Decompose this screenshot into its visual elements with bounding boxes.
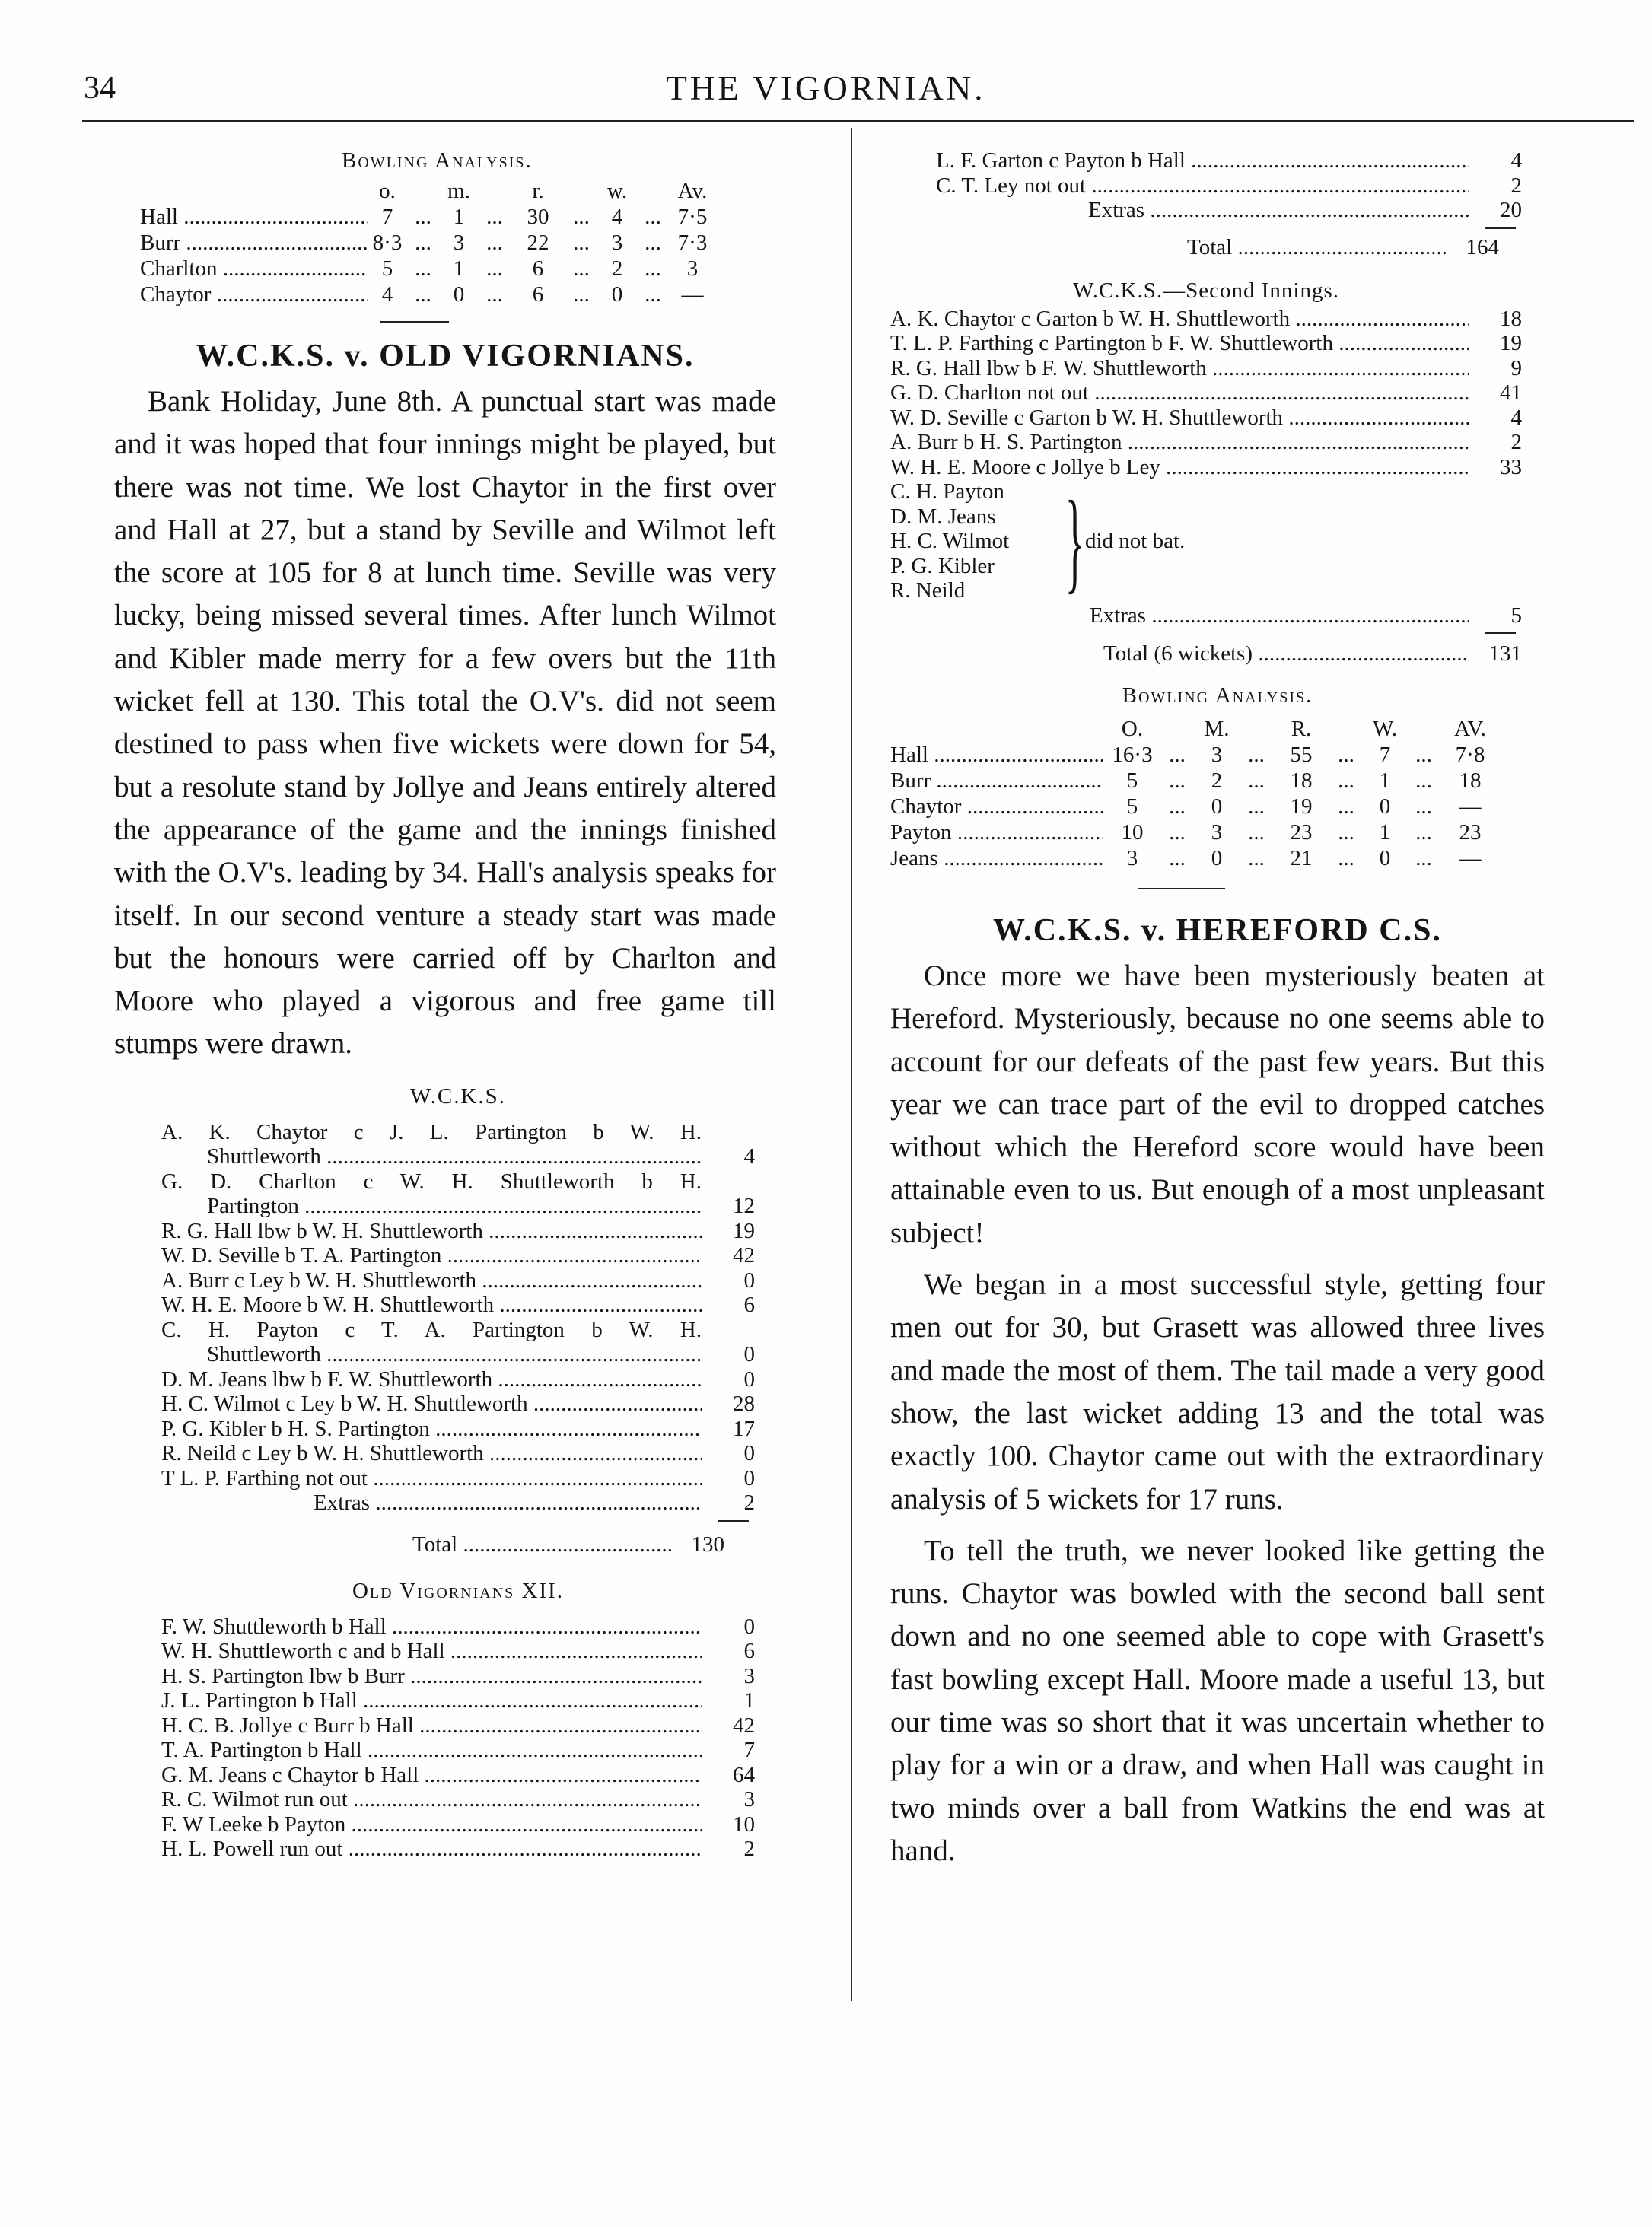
right-column (890, 148, 1545, 1872)
bowling-header-r: R. (1291, 717, 1312, 741)
bowler-name: Chaytor ..... (140, 282, 368, 307)
extras-value: 5 (1510, 603, 1522, 628)
batsman-score: 42 (733, 1713, 755, 1738)
old-vigornians-innings-cont (890, 148, 1522, 260)
ov-batting-list-part1 (161, 1615, 755, 1862)
batsman-entry (890, 406, 1522, 431)
leader-dots: ... (415, 282, 431, 307)
batsman-dismissal: C. T. Ley not out ..... (936, 173, 1469, 199)
batsman-dismissal: W. H. E. Moore c Jollye b Ley ..... (890, 455, 1469, 480)
old-vigornians-innings (114, 1579, 755, 1862)
batsman-entry (890, 307, 1522, 332)
batsman-entry (161, 1763, 755, 1788)
section-divider (380, 321, 449, 323)
extras-label: Extras ..... (936, 198, 1469, 223)
bowling-header-spacer (140, 178, 368, 204)
bowling-analysis-1-title: Bowling Analysis. (342, 148, 533, 173)
batsman-entry (161, 1738, 755, 1763)
bowler-r: 19 (1290, 794, 1313, 819)
batsman-score: 2 (743, 1837, 755, 1862)
bowler-w: 0 (1379, 846, 1391, 870)
bowler-w: 7 (1379, 743, 1391, 767)
leader-dots: ... (486, 282, 503, 307)
leader-dots: ... (645, 282, 661, 307)
batsman-entry (161, 1268, 755, 1293)
leader-dots: ... (1169, 794, 1186, 819)
batsman-dismissal: T. L. P. Farthing c Partington b F. W. Shuttleworth ..... (890, 331, 1469, 356)
batsman-score: 4 (1510, 405, 1522, 430)
bowler-o: 16·3 (1112, 743, 1153, 767)
batsman-score: 18 (1500, 306, 1522, 331)
batsman-score: 0 (743, 1441, 755, 1466)
ov-batting-list-part2 (936, 148, 1522, 198)
bowling-analysis-1 (114, 148, 718, 307)
second-innings-batting-list (890, 307, 1522, 480)
batsman-entry (161, 1243, 755, 1268)
bowler-r: 55 (1290, 743, 1313, 767)
bowler-w: 2 (611, 256, 623, 281)
bowling-header-spacer (1330, 716, 1362, 742)
bowler-name: Chaytor ..... (890, 794, 1103, 819)
bowler-av: 3 (686, 256, 699, 281)
wcks-batting-list (161, 1120, 755, 1491)
batsman-entry-line2 (161, 1342, 755, 1367)
ov-innings-title: Old Vigornians XII. (352, 1578, 565, 1603)
leader-dots: ... (1415, 794, 1432, 819)
leader-dots: ... (1169, 820, 1186, 845)
match-heading-old-vigornians: W.C.K.S. v. OLD VIGORNIANS. (196, 339, 695, 374)
batsman-entry-line2 (161, 1194, 755, 1219)
total-value: 130 (691, 1532, 724, 1557)
bowler-r: 22 (527, 231, 549, 255)
bowler-av: 23 (1459, 820, 1482, 845)
batsman-dismissal: W. D. Seville b T. A. Partington ..... (161, 1243, 702, 1268)
total-rule (1485, 227, 1516, 229)
batsman-dismissal: W. H. Shuttleworth c and b Hall ..... (161, 1639, 702, 1664)
total-value: 164 (1466, 234, 1499, 259)
batsman-entry-line1: C. H. Payton c T. A. Partington b W. H. (161, 1317, 702, 1342)
did-not-bat-names (890, 479, 1058, 603)
batsman-dismissal: P. G. Kibler b H. S. Partington ..... (161, 1417, 702, 1442)
batsman-entry (161, 1639, 755, 1664)
leader-dots: ... (1248, 846, 1265, 870)
batsman-entry (890, 331, 1522, 356)
wcks-second-innings (890, 278, 1522, 667)
leader-dots: ... (1415, 820, 1432, 845)
batsman-entry (161, 1441, 755, 1466)
batsman-entry (161, 1293, 755, 1318)
bowling-header-r: r. (532, 179, 544, 203)
batsman-score: 7 (743, 1738, 755, 1763)
leader-dots: ... (1169, 768, 1186, 793)
leader-dots: ... (645, 205, 661, 229)
batsman-score: 0 (743, 1342, 755, 1367)
batsman-entry (890, 356, 1522, 381)
total-label: Total (6 wickets) ..... (1103, 641, 1469, 667)
leader-dots: ... (1169, 743, 1186, 767)
batsman-score: 9 (1510, 355, 1522, 380)
bowler-name: Burr ..... (890, 768, 1103, 794)
hereford-paragraph: We began in a most successful style, getting four men out for 30, but Grasett was allowed three lives and made the most of them. The tail made a very good show, the last wicket adding 13 and the total was exactly 100. Chaytor came out with the extraordinary analysis of 5 wickets for 17 runs. (890, 1268, 1545, 1516)
bowler-w: 0 (1379, 794, 1391, 819)
hereford-paragraph: Once more we have been mysteriously beaten at Hereford. Mysteriously, because no one seems able to account for our defeats of the past few years. But this year we can trace part of the evil to dropped catches without which the Hereford score would have been attainable even to us. But enough of a most unpleasant subject! (890, 959, 1545, 1249)
match-report-old-vigornians: Bank Holiday, June 8th. A punctual start was made and it was hoped that four innings might be played, but there was not time. We lost Chaytor in the first over and Hall at 27, but a stand by Seville and Wilmot left the score at 105 for 8 at lunch time. Seville was very lucky, being missed several times. After lunch Wilmot and Kibler made merry for a few overs but the 11th wicket fell at 130. This total the O.V's. did not seem destined to pass when five wickets were down for 54, but a resolute stand by Jollye and Jeans entirely altered the appearance of the game and the innings finished with the O.V's. leading by 34. Hall's analysis speaks for itself. In our second venture a steady start was made but the honours were carried off by Charlton and Moore who played a vigorous and free game till stumps were drawn. (114, 385, 776, 1061)
did-not-bat-label: did not bat. (1085, 529, 1186, 553)
leader-dots: ... (645, 231, 661, 255)
bowler-m: 3 (453, 231, 465, 255)
batsman-dismissal: F. W. Shuttleworth b Hall ..... (161, 1615, 702, 1640)
batsman-entry (890, 430, 1522, 455)
batsman-entry (161, 1688, 755, 1713)
leader-dots: ... (1248, 794, 1265, 819)
batsman-score: 64 (733, 1762, 755, 1787)
leader-dots: ... (1415, 768, 1432, 793)
bowler-name: Jeans ..... (890, 845, 1103, 871)
batsman-dismissal: A. Burr b H. S. Partington ..... (890, 430, 1469, 455)
bowler-w: 3 (611, 231, 623, 255)
leader-dots: ... (1248, 743, 1265, 767)
batsman-entry (161, 1466, 755, 1491)
bowling-header-o: O. (1121, 717, 1144, 741)
batsman-entry (936, 173, 1522, 199)
leader-dots: ... (1338, 743, 1354, 767)
batsman-entry (161, 1392, 755, 1417)
batsman-dismissal: W. D. Seville c Garton b W. H. Shuttleworth ..... (890, 406, 1469, 431)
wcks-total-row (161, 1532, 755, 1557)
left-column (114, 148, 776, 1862)
hereford-paragraph: To tell the truth, we never looked like getting the runs. Chaytor was bowled with the second ball sent down and no one seemed able to cope with Grasett's fast bowling except Hall. Moore made a useful 13, but our time was so short that it was uncertain whether to play for a win or a draw, and when Hall was caught in two minds over a ball from Watkins the end was at hand. (890, 1534, 1545, 1867)
batsman-score: 6 (743, 1293, 755, 1318)
batsman-score: 0 (743, 1465, 755, 1490)
bowler-av: — (681, 282, 704, 307)
batsman-score: 0 (743, 1268, 755, 1293)
bowler-o: 3 (1126, 846, 1138, 870)
batsman-entry-continued: Shuttleworth ..... (161, 1144, 702, 1169)
bowler-m: 1 (453, 256, 465, 281)
bowler-name: Burr ..... (140, 230, 368, 256)
batsman-score: 0 (743, 1366, 755, 1392)
batsman-entry (161, 1713, 755, 1739)
total-label: Total ..... (1187, 235, 1446, 260)
leader-dots: ... (415, 231, 431, 255)
batsman-entry-line1: A. K. Chaytor c J. L. Partington b W. H. (161, 1119, 702, 1144)
batsman-score: 2 (1510, 430, 1522, 454)
second-extras-row (890, 603, 1522, 628)
batsman-dismissal: R. G. Hall lbw b W. H. Shuttleworth ..... (161, 1219, 702, 1244)
batsman-dismissal: G. M. Jeans c Chaytor b Hall ..... (161, 1763, 702, 1788)
leader-dots: ... (573, 282, 590, 307)
batsman-score: 10 (733, 1812, 755, 1837)
batsman-score: 3 (743, 1787, 755, 1812)
wcks-innings-title: W.C.K.S. (409, 1083, 507, 1109)
batsman-dismissal: D. M. Jeans lbw b F. W. Shuttleworth ..... (161, 1367, 702, 1392)
batsman-score: 19 (1500, 331, 1522, 355)
bowler-name: Payton ..... (890, 819, 1103, 845)
batsman-dismissal: R. Neild c Ley b W. H. Shuttleworth ..... (161, 1441, 702, 1466)
total-rule (718, 1520, 749, 1522)
page-number: 34 (84, 71, 116, 106)
bowler-m: 3 (1211, 743, 1223, 767)
leader-dots: ... (1338, 820, 1354, 845)
second-innings-title: W.C.K.S.—Second Innings. (1073, 278, 1339, 303)
bowler-av: — (1459, 794, 1482, 819)
total-rule (1485, 632, 1516, 634)
leader-dots: ... (573, 256, 590, 281)
bowler-r: 6 (532, 256, 544, 281)
bowler-av: 7·8 (1455, 743, 1485, 767)
batsman-entry (161, 1367, 755, 1392)
batsman-dismissal: A. K. Chaytor c Garton b W. H. Shuttleworth ..... (890, 307, 1469, 332)
header-rule (82, 120, 1634, 122)
did-not-bat-name: D. M. Jeans (890, 504, 996, 529)
bowler-m: 1 (453, 205, 465, 229)
batsman-dismissal: T. A. Partington b Hall ..... (161, 1738, 702, 1763)
leader-dots: ... (486, 231, 503, 255)
bowling-analysis-2 (890, 683, 1545, 871)
batsman-score: 42 (733, 1243, 755, 1268)
batsman-entry (161, 1837, 755, 1862)
bowler-av: 18 (1459, 768, 1482, 793)
bowler-name: Hall ..... (890, 742, 1103, 768)
batsman-entry-continued: Shuttleworth ..... (161, 1342, 702, 1367)
match-heading-hereford: W.C.K.S. v. HEREFORD C.S. (993, 913, 1442, 948)
bowling-header-spacer (890, 716, 1103, 742)
leader-dots: ... (486, 256, 503, 281)
bowler-w: 0 (611, 282, 623, 307)
bowler-r: 18 (1290, 768, 1313, 793)
batsman-entry-continued: Partington ..... (161, 1194, 702, 1219)
batsman-dismissal: A. Burr c Ley b W. H. Shuttleworth ..... (161, 1268, 702, 1293)
batsman-entry (161, 1664, 755, 1689)
total-value: 131 (1488, 641, 1522, 666)
did-not-bat-name: C. H. Payton (890, 479, 1004, 504)
batsman-score: 3 (743, 1663, 755, 1688)
batsman-entry (936, 148, 1522, 173)
batsman-dismissal: R. C. Wilmot run out ..... (161, 1787, 702, 1812)
bowler-av: 7·3 (677, 231, 708, 255)
leader-dots: ... (1415, 846, 1432, 870)
wcks-first-innings (114, 1084, 755, 1557)
batsman-entry (161, 1615, 755, 1640)
bowler-r: 6 (532, 282, 544, 307)
batsman-entry (161, 1812, 755, 1837)
batsman-dismissal: H. C. Wilmot c Ley b W. H. Shuttleworth ..... (161, 1392, 702, 1417)
extras-value: 20 (1500, 198, 1522, 222)
batsman-entry-line1: G. D. Charlton c W. H. Shuttleworth b H. (161, 1169, 702, 1194)
batsman-dismissal: R. G. Hall lbw b F. W. Shuttleworth ..... (890, 356, 1469, 381)
bowling-header-o: o. (379, 179, 396, 203)
bowler-w: 1 (1379, 768, 1391, 793)
match-report-hereford (890, 955, 1545, 1872)
bowler-o: 5 (381, 256, 393, 281)
bowling-header-w: W. (1373, 717, 1397, 741)
bowler-m: 2 (1211, 768, 1223, 793)
batsman-dismissal: H. L. Powell run out ..... (161, 1837, 702, 1862)
bowler-m: 0 (1211, 794, 1223, 819)
batsman-entry (161, 1417, 755, 1442)
section-divider (1138, 888, 1225, 889)
batsman-entry (161, 1219, 755, 1244)
leader-dots: ... (1338, 794, 1354, 819)
bowler-o: 8·3 (372, 231, 403, 255)
bowler-o: 5 (1126, 794, 1138, 819)
bowler-o: 4 (381, 282, 393, 307)
bowling-header-m: m. (447, 179, 470, 203)
bowler-name: Charlton ..... (140, 256, 368, 282)
bowling-header-spacer (1408, 716, 1440, 742)
batsman-score: 19 (733, 1218, 755, 1243)
extras-label: Extras ..... (161, 1490, 702, 1516)
batsman-entry (161, 1787, 755, 1812)
leader-dots: ... (1338, 846, 1354, 870)
batsman-score: 4 (1510, 148, 1522, 173)
batsman-dismissal: J. L. Partington b Hall ..... (161, 1688, 702, 1713)
bowling-header-spacer (406, 178, 440, 204)
extras-label: Extras ..... (1090, 603, 1469, 628)
did-not-bat-name: P. G. Kibler (890, 553, 995, 578)
bowling-header-m: M. (1204, 717, 1230, 741)
column-divider (851, 128, 852, 2001)
batsman-dismissal: T L. P. Farthing not out ..... (161, 1466, 702, 1491)
leader-dots: ... (1248, 768, 1265, 793)
bowler-w: 1 (1379, 820, 1391, 845)
did-not-bat-name: H. C. Wilmot (890, 529, 1010, 553)
batsman-score: 33 (1500, 454, 1522, 479)
batsman-score: 28 (733, 1392, 755, 1417)
bowling-header-spacer (1161, 716, 1193, 742)
bowler-r: 23 (1290, 820, 1313, 845)
bowler-r: 30 (527, 205, 549, 229)
bowling-header-av: Av. (677, 179, 708, 203)
bowling-header-spacer (565, 178, 598, 204)
bowler-o: 5 (1126, 768, 1138, 793)
batsman-dismissal: W. H. E. Moore b W. H. Shuttleworth ..... (161, 1293, 702, 1318)
bowling-header-av: AV. (1454, 717, 1486, 741)
batsman-score: 0 (743, 1614, 755, 1639)
bowling-header-spacer (636, 178, 670, 204)
journal-title: THE VIGORNIAN. (666, 69, 986, 107)
batsman-score: 4 (743, 1144, 755, 1169)
leader-dots: ... (415, 256, 431, 281)
bowler-o: 7 (381, 205, 393, 229)
batsman-dismissal: H. C. B. Jollye c Burr b Hall ..... (161, 1713, 702, 1739)
bowling-analysis-2-title: Bowling Analysis. (1122, 683, 1313, 708)
leader-dots: ... (573, 205, 590, 229)
ov-extras-row (936, 198, 1522, 223)
batsman-dismissal: H. S. Partington lbw b Burr ..... (161, 1664, 702, 1689)
batsman-entry (890, 380, 1522, 406)
batsman-dismissal: L. F. Garton c Payton b Hall ..... (936, 148, 1469, 173)
batsman-dismissal: F. W Leeke b Payton ..... (161, 1812, 702, 1837)
leader-dots: ... (1248, 820, 1265, 845)
leader-dots: ... (1338, 768, 1354, 793)
leader-dots: ... (573, 231, 590, 255)
bowler-av: — (1459, 846, 1482, 870)
brace: } (1065, 478, 1084, 605)
bowler-w: 4 (611, 205, 623, 229)
leader-dots: ... (415, 205, 431, 229)
leader-dots: ... (1169, 846, 1186, 870)
batsman-score: 17 (733, 1416, 755, 1441)
bowling-header-spacer (478, 178, 511, 204)
bowling-header-w: w. (606, 179, 628, 203)
leader-dots: ... (486, 205, 503, 229)
batsman-entry-line2 (161, 1144, 755, 1169)
bowling-analysis-2-table (890, 716, 1545, 871)
extras-value: 2 (743, 1490, 755, 1516)
did-not-bat-name: R. Neild (890, 578, 966, 603)
bowler-m: 0 (1211, 846, 1223, 870)
batsman-score: 1 (743, 1688, 755, 1713)
bowler-r: 21 (1290, 846, 1313, 870)
batsman-score: 12 (733, 1194, 755, 1219)
wcks-extras-row (161, 1490, 755, 1516)
batsman-score: 2 (1510, 173, 1522, 198)
bowling-header-spacer (1240, 716, 1272, 742)
bowler-o: 10 (1121, 820, 1144, 845)
batsman-score: 41 (1500, 380, 1522, 405)
bowler-av: 7·5 (677, 205, 708, 229)
bowling-analysis-1-table (140, 178, 718, 307)
ov-total-row (936, 235, 1522, 260)
batsman-dismissal: G. D. Charlton not out ..... (890, 380, 1469, 406)
bowler-m: 0 (453, 282, 465, 307)
did-not-bat-group (890, 479, 1522, 603)
second-total-row (890, 641, 1522, 667)
bowler-name: Hall ..... (140, 204, 368, 230)
leader-dots: ... (645, 256, 661, 281)
leader-dots: ... (1415, 743, 1432, 767)
total-label: Total ..... (412, 1532, 671, 1557)
batsman-entry (890, 455, 1522, 480)
batsman-score: 6 (743, 1639, 755, 1664)
bowler-m: 3 (1211, 820, 1223, 845)
